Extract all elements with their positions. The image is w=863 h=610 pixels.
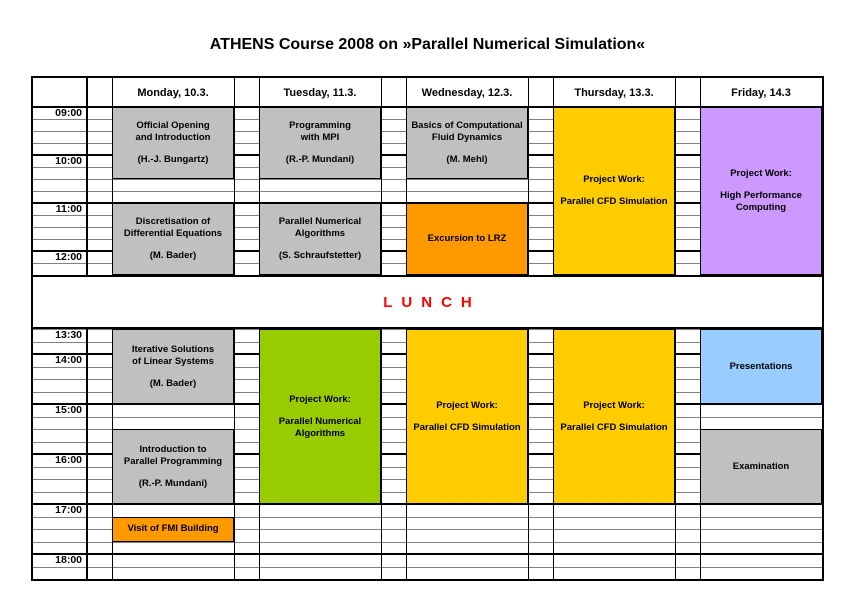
day-header-thursday: Thursday, 13.3. bbox=[574, 86, 654, 99]
event-text-line: Algorithms bbox=[294, 427, 346, 439]
time-label-1500: 15:00 bbox=[55, 404, 82, 417]
event-text-line: Parallel CFD Simulation bbox=[560, 196, 668, 207]
grid-line-v bbox=[675, 78, 676, 275]
event-text-line: (R.-P. Mundani) bbox=[138, 477, 208, 489]
event-text-line: Discretisation of bbox=[135, 216, 211, 227]
time-label-0900: 09:00 bbox=[55, 107, 82, 119]
lunch-label: LUNCH bbox=[383, 293, 481, 311]
page-title: ATHENS Course 2008 on »Parallel Numerical Simulation« bbox=[209, 36, 646, 53]
event-text-line: Visit of FMI Building bbox=[127, 523, 219, 534]
event-text-line: Parallel CFD Simulation bbox=[413, 421, 521, 433]
grid-line-v bbox=[234, 78, 235, 275]
event-text-line: (M. Mehl) bbox=[446, 154, 488, 165]
event-text-line: Official Opening bbox=[136, 120, 210, 131]
event-text-line: Presentations bbox=[729, 360, 793, 372]
event-text-line: Iterative Solutions bbox=[131, 343, 215, 355]
event-monday-0900 bbox=[112, 107, 234, 179]
event-monday-1330 bbox=[112, 329, 234, 404]
timetable-grid bbox=[33, 78, 822, 579]
event-text-line: Excursion to LRZ bbox=[427, 233, 507, 244]
event-thursday-0900 bbox=[553, 107, 675, 275]
event-friday-1530 bbox=[700, 429, 822, 504]
time-label-1000: 10:00 bbox=[55, 155, 82, 167]
grid-line-v bbox=[528, 329, 529, 579]
event-text-line: Introduction to bbox=[139, 443, 207, 455]
event-text-line: Computing bbox=[735, 202, 787, 213]
day-header-tuesday: Tuesday, 11.3. bbox=[283, 86, 357, 99]
event-text-line: (M. Bader) bbox=[149, 377, 197, 389]
grid-line-v bbox=[675, 329, 676, 579]
grid-line-v bbox=[528, 78, 529, 275]
grid-line-h bbox=[33, 567, 822, 568]
event-text-line: Parallel Programming bbox=[123, 455, 223, 467]
grid-line-v bbox=[381, 329, 382, 579]
event-text-line: Differential Equations bbox=[123, 228, 223, 239]
event-text-line: Project Work: bbox=[436, 399, 498, 411]
event-text-line: with MPI bbox=[300, 132, 340, 143]
event-text-line: High Performance bbox=[720, 190, 802, 201]
event-tuesday-1100 bbox=[259, 203, 381, 275]
event-text-line: of Linear Systems bbox=[132, 355, 214, 367]
grid-line-v bbox=[234, 329, 235, 579]
event-text-line: Parallel CFD Simulation bbox=[560, 421, 668, 433]
event-text-line: Algorithms bbox=[294, 228, 346, 239]
time-label-1200: 12:00 bbox=[55, 251, 82, 263]
event-monday-1715 bbox=[112, 517, 234, 542]
grid-line-v bbox=[381, 78, 382, 275]
event-text-line: (R.-P. Mundani) bbox=[285, 154, 355, 165]
day-header-wednesday: Wednesday, 12.3. bbox=[421, 86, 513, 99]
time-label-1400: 14:00 bbox=[55, 354, 82, 367]
event-tuesday-0900 bbox=[259, 107, 381, 179]
event-text-line: Basics of Computational bbox=[411, 120, 523, 131]
event-wednesday-1100 bbox=[406, 203, 528, 275]
event-text-line: Project Work: bbox=[730, 168, 792, 179]
event-text-line: Programming bbox=[289, 120, 351, 131]
event-friday-0900 bbox=[700, 107, 822, 275]
event-text-line: Examination bbox=[732, 460, 790, 472]
time-label-1800: 18:00 bbox=[55, 554, 82, 567]
lunch-band bbox=[33, 275, 822, 329]
day-header-monday: Monday, 10.3. bbox=[137, 86, 209, 99]
event-text-line: Project Work: bbox=[583, 174, 645, 185]
time-label-1700: 17:00 bbox=[55, 504, 82, 517]
grid-line-h bbox=[33, 553, 822, 555]
event-monday-1100 bbox=[112, 203, 234, 275]
event-wednesday-1330 bbox=[406, 329, 528, 504]
event-text-line: Parallel Numerical bbox=[278, 216, 362, 227]
time-label-1100: 11:00 bbox=[55, 203, 82, 215]
event-text-line: Project Work: bbox=[583, 399, 645, 411]
event-monday-1530 bbox=[112, 429, 234, 504]
event-text-line: (H.-J. Bungartz) bbox=[137, 154, 209, 165]
event-text-line: Project Work: bbox=[289, 393, 351, 405]
grid-line-h bbox=[33, 542, 822, 543]
event-text-line: Fluid Dynamics bbox=[431, 132, 503, 143]
time-label-1600: 16:00 bbox=[55, 454, 82, 467]
event-text-line: (S. Schraufstetter) bbox=[278, 250, 362, 261]
event-text-line: (M. Bader) bbox=[149, 250, 197, 261]
event-friday-1330 bbox=[700, 329, 822, 404]
time-label-1330: 13:30 bbox=[55, 329, 82, 342]
event-text-line: and Introduction bbox=[135, 132, 211, 143]
day-header-friday: Friday, 14.3 bbox=[731, 86, 791, 99]
event-text-line: Parallel Numerical bbox=[278, 415, 362, 427]
event-wednesday-0900 bbox=[406, 107, 528, 179]
event-thursday-1330 bbox=[553, 329, 675, 504]
event-tuesday-1330 bbox=[259, 329, 381, 504]
